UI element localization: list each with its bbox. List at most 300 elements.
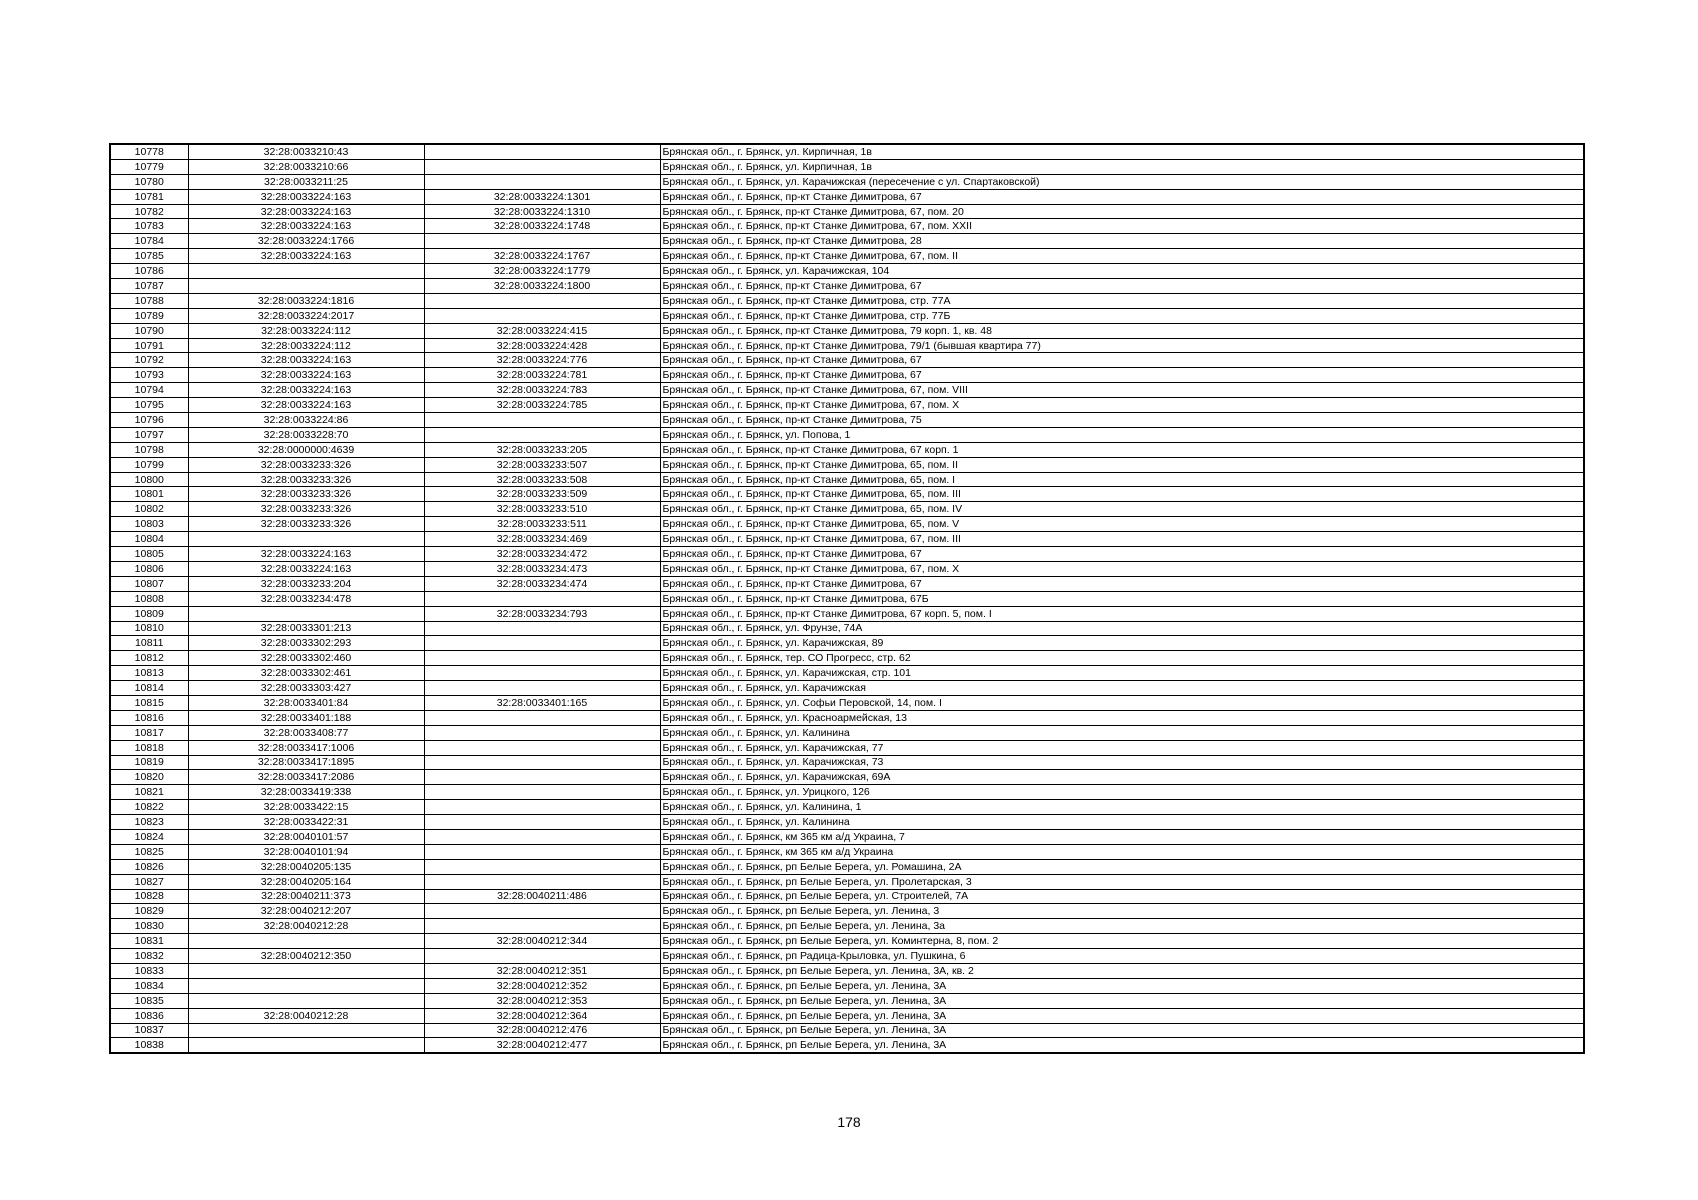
table-row — [110, 978, 1584, 993]
table-row — [110, 800, 1584, 815]
table-row — [110, 844, 1584, 859]
row-number-cell: 10783 — [110, 219, 188, 234]
row-number-cell: 10812 — [110, 651, 188, 666]
row-number-cell: 10819 — [110, 755, 188, 770]
table-row — [110, 815, 1584, 830]
row-number-cell: 10795 — [110, 398, 188, 413]
object-cadastral-number-cell — [424, 740, 660, 755]
address-cell: Брянская обл., г. Брянск, рп Белые Берега, ул. Коминтерна, 8, пом. 2 — [660, 934, 1584, 949]
address-cell: Брянская обл., г. Брянск, рп Белые Берега, ул. Ленина, 3А — [660, 1023, 1584, 1038]
row-number-cell: 10837 — [110, 1023, 188, 1038]
address-cell: Брянская обл., г. Брянск, ул. Попова, 1 — [660, 427, 1584, 442]
address-cell: Брянская обл., г. Брянск, рп Белые Берега, ул. Ленина, 3А — [660, 1038, 1584, 1053]
land-cadastral-number-cell: 32:28:0033233:326 — [188, 457, 424, 472]
land-cadastral-number-cell: 32:28:0033233:326 — [188, 487, 424, 502]
land-cadastral-number-cell: 32:28:0033224:163 — [188, 561, 424, 576]
row-number-cell: 10806 — [110, 561, 188, 576]
table-row — [110, 353, 1584, 368]
table-row — [110, 695, 1584, 710]
table-row — [110, 576, 1584, 591]
table-row — [110, 1023, 1584, 1038]
table-row — [110, 710, 1584, 725]
table-row — [110, 755, 1584, 770]
table-row — [110, 949, 1584, 964]
table-row — [110, 591, 1584, 606]
registry-table-body — [110, 144, 1584, 1053]
object-cadastral-number-cell — [424, 308, 660, 323]
object-cadastral-number-cell: 32:28:0033224:781 — [424, 368, 660, 383]
address-cell: Брянская обл., г. Брянск, ул. Урицкого, 126 — [660, 785, 1584, 800]
row-number-cell: 10801 — [110, 487, 188, 502]
land-cadastral-number-cell: 32:28:0033419:338 — [188, 785, 424, 800]
table-row — [110, 487, 1584, 502]
object-cadastral-number-cell: 32:28:0033224:1301 — [424, 189, 660, 204]
land-cadastral-number-cell: 32:28:0040101:94 — [188, 844, 424, 859]
address-cell: Брянская обл., г. Брянск, ул. Карачижская — [660, 681, 1584, 696]
table-row — [110, 1008, 1584, 1023]
table-row — [110, 383, 1584, 398]
object-cadastral-number-cell — [424, 770, 660, 785]
object-cadastral-number-cell: 32:28:0033234:472 — [424, 547, 660, 562]
address-cell: Брянская обл., г. Брянск, ул. Кирпичная, 1в — [660, 159, 1584, 174]
address-cell: Брянская обл., г. Брянск, пр-кт Станке Димитрова, 79/1 (бывшая квартира 77) — [660, 338, 1584, 353]
address-cell: Брянская обл., г. Брянск, ул. Карачижская, 73 — [660, 755, 1584, 770]
table-row — [110, 606, 1584, 621]
address-cell: Брянская обл., г. Брянск, ул. Калинина — [660, 725, 1584, 740]
table-row — [110, 621, 1584, 636]
table-row — [110, 264, 1584, 279]
land-cadastral-number-cell: 32:28:0033417:1895 — [188, 755, 424, 770]
address-cell: Брянская обл., г. Брянск, пр-кт Станке Димитрова, 65, пом. III — [660, 487, 1584, 502]
row-number-cell: 10813 — [110, 666, 188, 681]
table-row — [110, 547, 1584, 562]
object-cadastral-number-cell — [424, 859, 660, 874]
table-row — [110, 904, 1584, 919]
land-cadastral-number-cell: 32:28:0033224:86 — [188, 413, 424, 428]
address-cell: Брянская обл., г. Брянск, км 365 км а/д Украина — [660, 844, 1584, 859]
table-row — [110, 666, 1584, 681]
land-cadastral-number-cell: 32:28:0033224:112 — [188, 323, 424, 338]
object-cadastral-number-cell: 32:28:0033234:469 — [424, 532, 660, 547]
land-cadastral-number-cell: 32:28:0000000:4639 — [188, 442, 424, 457]
address-cell: Брянская обл., г. Брянск, пр-кт Станке Димитрова, 67 — [660, 189, 1584, 204]
address-cell: Брянская обл., г. Брянск, пр-кт Станке Димитрова, 67, пом. VIII — [660, 383, 1584, 398]
table-row — [110, 219, 1584, 234]
land-cadastral-number-cell: 32:28:0033233:326 — [188, 517, 424, 532]
address-cell: Брянская обл., г. Брянск, пр-кт Станке Димитрова, 67, пом. 20 — [660, 204, 1584, 219]
land-cadastral-number-cell — [188, 279, 424, 294]
address-cell: Брянская обл., г. Брянск, ул. Кирпичная, 1в — [660, 144, 1584, 159]
table-row — [110, 532, 1584, 547]
table-row — [110, 740, 1584, 755]
object-cadastral-number-cell: 32:28:0033233:510 — [424, 502, 660, 517]
table-row — [110, 517, 1584, 532]
table-row — [110, 829, 1584, 844]
object-cadastral-number-cell: 32:28:0033224:1779 — [424, 264, 660, 279]
row-number-cell: 10784 — [110, 234, 188, 249]
page-number: 178 — [837, 1114, 861, 1130]
address-cell: Брянская обл., г. Брянск, ул. Карачижская, стр. 101 — [660, 666, 1584, 681]
address-cell: Брянская обл., г. Брянск, пр-кт Станке Димитрова, 79 корп. 1, кв. 48 — [660, 323, 1584, 338]
row-number-cell: 10815 — [110, 695, 188, 710]
row-number-cell: 10831 — [110, 934, 188, 949]
address-cell: Брянская обл., г. Брянск, рп Белые Берега, ул. Ленина, 3А — [660, 978, 1584, 993]
row-number-cell: 10820 — [110, 770, 188, 785]
land-cadastral-number-cell: 32:28:0040212:28 — [188, 919, 424, 934]
object-cadastral-number-cell — [424, 874, 660, 889]
object-cadastral-number-cell: 32:28:0033234:473 — [424, 561, 660, 576]
object-cadastral-number-cell — [424, 636, 660, 651]
row-number-cell: 10805 — [110, 547, 188, 562]
registry-table — [109, 143, 1585, 1054]
table-row — [110, 323, 1584, 338]
land-cadastral-number-cell: 32:28:0033417:2086 — [188, 770, 424, 785]
row-number-cell: 10788 — [110, 293, 188, 308]
address-cell: Брянская обл., г. Брянск, пр-кт Станке Димитрова, 28 — [660, 234, 1584, 249]
table-row — [110, 919, 1584, 934]
table-row — [110, 442, 1584, 457]
address-cell: Брянская обл., г. Брянск, пр-кт Станке Димитрова, 67Б — [660, 591, 1584, 606]
land-cadastral-number-cell: 32:28:0033302:293 — [188, 636, 424, 651]
row-number-cell: 10796 — [110, 413, 188, 428]
row-number-cell: 10818 — [110, 740, 188, 755]
object-cadastral-number-cell — [424, 829, 660, 844]
object-cadastral-number-cell: 32:28:0033224:428 — [424, 338, 660, 353]
table-row — [110, 398, 1584, 413]
row-number-cell: 10797 — [110, 427, 188, 442]
table-row — [110, 725, 1584, 740]
row-number-cell: 10814 — [110, 681, 188, 696]
land-cadastral-number-cell: 32:28:0033401:188 — [188, 710, 424, 725]
object-cadastral-number-cell: 32:28:0033234:793 — [424, 606, 660, 621]
object-cadastral-number-cell: 32:28:0033224:776 — [424, 353, 660, 368]
table-row — [110, 472, 1584, 487]
land-cadastral-number-cell: 32:28:0033210:43 — [188, 144, 424, 159]
address-cell: Брянская обл., г. Брянск, ул. Фрунзе, 74А — [660, 621, 1584, 636]
land-cadastral-number-cell: 32:28:0033211:25 — [188, 174, 424, 189]
address-cell: Брянская обл., г. Брянск, рп Белые Берега, ул. Ленина, 3а — [660, 919, 1584, 934]
address-cell: Брянская обл., г. Брянск, пр-кт Станке Димитрова, 67, пом. II — [660, 249, 1584, 264]
land-cadastral-number-cell: 32:28:0040212:28 — [188, 1008, 424, 1023]
table-row — [110, 963, 1584, 978]
address-cell: Брянская обл., г. Брянск, ул. Софьи Перовской, 14, пом. I — [660, 695, 1584, 710]
address-cell: Брянская обл., г. Брянск, тер. СО Прогресс, стр. 62 — [660, 651, 1584, 666]
row-number-cell: 10778 — [110, 144, 188, 159]
row-number-cell: 10802 — [110, 502, 188, 517]
row-number-cell: 10829 — [110, 904, 188, 919]
land-cadastral-number-cell — [188, 1023, 424, 1038]
address-cell: Брянская обл., г. Брянск, ул. Калинина — [660, 815, 1584, 830]
row-number-cell: 10794 — [110, 383, 188, 398]
land-cadastral-number-cell: 32:28:0033422:31 — [188, 815, 424, 830]
land-cadastral-number-cell: 32:28:0033210:66 — [188, 159, 424, 174]
object-cadastral-number-cell: 32:28:0033224:785 — [424, 398, 660, 413]
object-cadastral-number-cell — [424, 174, 660, 189]
land-cadastral-number-cell: 32:28:0040211:373 — [188, 889, 424, 904]
object-cadastral-number-cell: 32:28:0033224:1748 — [424, 219, 660, 234]
table-row — [110, 502, 1584, 517]
table-row — [110, 1038, 1584, 1053]
address-cell: Брянская обл., г. Брянск, пр-кт Станке Димитрова, 67 — [660, 279, 1584, 294]
address-cell: Брянская обл., г. Брянск, рп Белые Берега, ул. Строителей, 7А — [660, 889, 1584, 904]
address-cell: Брянская обл., г. Брянск, рп Белые Берега, ул. Ленина, 3А — [660, 1008, 1584, 1023]
address-cell: Брянская обл., г. Брянск, ул. Карачижская, 104 — [660, 264, 1584, 279]
object-cadastral-number-cell — [424, 755, 660, 770]
object-cadastral-number-cell: 32:28:0033224:1767 — [424, 249, 660, 264]
table-row — [110, 993, 1584, 1008]
row-number-cell: 10823 — [110, 815, 188, 830]
address-cell: Брянская обл., г. Брянск, пр-кт Станке Димитрова, 67 — [660, 353, 1584, 368]
row-number-cell: 10827 — [110, 874, 188, 889]
object-cadastral-number-cell: 32:28:0033233:508 — [424, 472, 660, 487]
land-cadastral-number-cell: 32:28:0033302:460 — [188, 651, 424, 666]
land-cadastral-number-cell: 32:28:0033303:427 — [188, 681, 424, 696]
land-cadastral-number-cell: 32:28:0040212:350 — [188, 949, 424, 964]
row-number-cell: 10790 — [110, 323, 188, 338]
land-cadastral-number-cell: 32:28:0040212:207 — [188, 904, 424, 919]
object-cadastral-number-cell — [424, 710, 660, 725]
row-number-cell: 10826 — [110, 859, 188, 874]
address-cell: Брянская обл., г. Брянск, пр-кт Станке Димитрова, 65, пом. II — [660, 457, 1584, 472]
row-number-cell: 10781 — [110, 189, 188, 204]
land-cadastral-number-cell: 32:28:0033233:204 — [188, 576, 424, 591]
address-cell: Брянская обл., г. Брянск, пр-кт Станке Димитрова, стр. 77Б — [660, 308, 1584, 323]
row-number-cell: 10810 — [110, 621, 188, 636]
row-number-cell: 10822 — [110, 800, 188, 815]
table-row — [110, 338, 1584, 353]
table-row — [110, 234, 1584, 249]
row-number-cell: 10838 — [110, 1038, 188, 1053]
row-number-cell: 10807 — [110, 576, 188, 591]
object-cadastral-number-cell — [424, 785, 660, 800]
object-cadastral-number-cell: 32:28:0040212:476 — [424, 1023, 660, 1038]
object-cadastral-number-cell: 32:28:0033224:415 — [424, 323, 660, 338]
table-row — [110, 681, 1584, 696]
object-cadastral-number-cell: 32:28:0040212:352 — [424, 978, 660, 993]
land-cadastral-number-cell: 32:28:0033224:163 — [188, 189, 424, 204]
row-number-cell: 10803 — [110, 517, 188, 532]
land-cadastral-number-cell: 32:28:0033422:15 — [188, 800, 424, 815]
row-number-cell: 10798 — [110, 442, 188, 457]
object-cadastral-number-cell — [424, 413, 660, 428]
address-cell: Брянская обл., г. Брянск, пр-кт Станке Димитрова, 65, пом. V — [660, 517, 1584, 532]
row-number-cell: 10804 — [110, 532, 188, 547]
row-number-cell: 10824 — [110, 829, 188, 844]
table-row — [110, 293, 1584, 308]
land-cadastral-number-cell: 32:28:0040101:57 — [188, 829, 424, 844]
land-cadastral-number-cell — [188, 264, 424, 279]
land-cadastral-number-cell: 32:28:0033233:326 — [188, 502, 424, 517]
address-cell: Брянская обл., г. Брянск, рп Белые Берега, ул. Ленина, 3 — [660, 904, 1584, 919]
object-cadastral-number-cell: 32:28:0033401:165 — [424, 695, 660, 710]
address-cell: Брянская обл., г. Брянск, рп Белые Берега, ул. Пролетарская, 3 — [660, 874, 1584, 889]
address-cell: Брянская обл., г. Брянск, ул. Карачижская (пересечение с ул. Спартаковской) — [660, 174, 1584, 189]
land-cadastral-number-cell: 32:28:0033224:163 — [188, 368, 424, 383]
object-cadastral-number-cell — [424, 621, 660, 636]
land-cadastral-number-cell: 32:28:0033408:77 — [188, 725, 424, 740]
land-cadastral-number-cell: 32:28:0033224:163 — [188, 353, 424, 368]
land-cadastral-number-cell: 32:28:0033224:163 — [188, 398, 424, 413]
address-cell: Брянская обл., г. Брянск, рп Белые Берега, ул. Ромашина, 2А — [660, 859, 1584, 874]
object-cadastral-number-cell: 32:28:0033233:509 — [424, 487, 660, 502]
table-row — [110, 561, 1584, 576]
land-cadastral-number-cell: 32:28:0033233:326 — [188, 472, 424, 487]
land-cadastral-number-cell: 32:28:0033224:163 — [188, 204, 424, 219]
row-number-cell: 10779 — [110, 159, 188, 174]
address-cell: Брянская обл., г. Брянск, рп Белые Берега, ул. Ленина, 3А — [660, 993, 1584, 1008]
object-cadastral-number-cell — [424, 919, 660, 934]
row-number-cell: 10811 — [110, 636, 188, 651]
land-cadastral-number-cell: 32:28:0033417:1006 — [188, 740, 424, 755]
row-number-cell: 10793 — [110, 368, 188, 383]
land-cadastral-number-cell: 32:28:0033401:84 — [188, 695, 424, 710]
table-row — [110, 934, 1584, 949]
address-cell: Брянская обл., г. Брянск, ул. Карачижская, 89 — [660, 636, 1584, 651]
row-number-cell: 10800 — [110, 472, 188, 487]
land-cadastral-number-cell — [188, 963, 424, 978]
table-row — [110, 859, 1584, 874]
table-row — [110, 874, 1584, 889]
table-row — [110, 144, 1584, 159]
object-cadastral-number-cell — [424, 725, 660, 740]
land-cadastral-number-cell: 32:28:0040205:164 — [188, 874, 424, 889]
address-cell: Брянская обл., г. Брянск, пр-кт Станке Димитрова, 67 корп. 5, пом. I — [660, 606, 1584, 621]
object-cadastral-number-cell: 32:28:0040211:486 — [424, 889, 660, 904]
table-row — [110, 174, 1584, 189]
object-cadastral-number-cell — [424, 234, 660, 249]
object-cadastral-number-cell — [424, 666, 660, 681]
object-cadastral-number-cell — [424, 904, 660, 919]
land-cadastral-number-cell: 32:28:0033301:213 — [188, 621, 424, 636]
row-number-cell: 10808 — [110, 591, 188, 606]
table-row — [110, 159, 1584, 174]
table-row — [110, 308, 1584, 323]
land-cadastral-number-cell: 32:28:0033234:478 — [188, 591, 424, 606]
land-cadastral-number-cell: 32:28:0033224:163 — [188, 219, 424, 234]
address-cell: Брянская обл., г. Брянск, пр-кт Станке Димитрова, 67 — [660, 576, 1584, 591]
row-number-cell: 10792 — [110, 353, 188, 368]
object-cadastral-number-cell: 32:28:0040212:344 — [424, 934, 660, 949]
row-number-cell: 10789 — [110, 308, 188, 323]
land-cadastral-number-cell — [188, 993, 424, 1008]
object-cadastral-number-cell: 32:28:0033233:507 — [424, 457, 660, 472]
row-number-cell: 10836 — [110, 1008, 188, 1023]
object-cadastral-number-cell — [424, 681, 660, 696]
object-cadastral-number-cell: 32:28:0033233:205 — [424, 442, 660, 457]
table-row — [110, 651, 1584, 666]
address-cell: Брянская обл., г. Брянск, пр-кт Станке Димитрова, 65, пом. I — [660, 472, 1584, 487]
row-number-cell: 10834 — [110, 978, 188, 993]
table-row — [110, 785, 1584, 800]
row-number-cell: 10830 — [110, 919, 188, 934]
land-cadastral-number-cell — [188, 1038, 424, 1053]
table-row — [110, 636, 1584, 651]
object-cadastral-number-cell: 32:28:0040212:353 — [424, 993, 660, 1008]
land-cadastral-number-cell: 32:28:0033302:461 — [188, 666, 424, 681]
object-cadastral-number-cell: 32:28:0033224:1800 — [424, 279, 660, 294]
address-cell: Брянская обл., г. Брянск, км 365 км а/д Украина, 7 — [660, 829, 1584, 844]
object-cadastral-number-cell — [424, 293, 660, 308]
land-cadastral-number-cell — [188, 532, 424, 547]
address-cell: Брянская обл., г. Брянск, пр-кт Станке Димитрова, 75 — [660, 413, 1584, 428]
object-cadastral-number-cell: 32:28:0040212:364 — [424, 1008, 660, 1023]
object-cadastral-number-cell — [424, 591, 660, 606]
row-number-cell: 10828 — [110, 889, 188, 904]
address-cell: Брянская обл., г. Брянск, ул. Калинина, 1 — [660, 800, 1584, 815]
table-row — [110, 279, 1584, 294]
object-cadastral-number-cell — [424, 144, 660, 159]
row-number-cell: 10786 — [110, 264, 188, 279]
table-row — [110, 413, 1584, 428]
object-cadastral-number-cell: 32:28:0040212:351 — [424, 963, 660, 978]
address-cell: Брянская обл., г. Брянск, пр-кт Станке Димитрова, 67 — [660, 547, 1584, 562]
object-cadastral-number-cell — [424, 844, 660, 859]
object-cadastral-number-cell — [424, 427, 660, 442]
object-cadastral-number-cell: 32:28:0033233:511 — [424, 517, 660, 532]
object-cadastral-number-cell: 32:28:0033224:783 — [424, 383, 660, 398]
land-cadastral-number-cell: 32:28:0033224:163 — [188, 249, 424, 264]
land-cadastral-number-cell — [188, 934, 424, 949]
object-cadastral-number-cell: 32:28:0040212:477 — [424, 1038, 660, 1053]
row-number-cell: 10825 — [110, 844, 188, 859]
row-number-cell: 10782 — [110, 204, 188, 219]
table-row — [110, 457, 1584, 472]
row-number-cell: 10791 — [110, 338, 188, 353]
land-cadastral-number-cell: 32:28:0040205:135 — [188, 859, 424, 874]
land-cadastral-number-cell: 32:28:0033224:1766 — [188, 234, 424, 249]
table-row — [110, 770, 1584, 785]
object-cadastral-number-cell — [424, 651, 660, 666]
row-number-cell: 10780 — [110, 174, 188, 189]
address-cell: Брянская обл., г. Брянск, пр-кт Станке Димитрова, 67 — [660, 368, 1584, 383]
table-row — [110, 249, 1584, 264]
address-cell: Брянская обл., г. Брянск, рп Белые Берега, ул. Ленина, 3А, кв. 2 — [660, 963, 1584, 978]
land-cadastral-number-cell: 32:28:0033224:2017 — [188, 308, 424, 323]
address-cell: Брянская обл., г. Брянск, пр-кт Станке Димитрова, 67, пом. X — [660, 561, 1584, 576]
row-number-cell: 10809 — [110, 606, 188, 621]
table-row — [110, 427, 1584, 442]
address-cell: Брянская обл., г. Брянск, пр-кт Станке Димитрова, 65, пом. IV — [660, 502, 1584, 517]
address-cell: Брянская обл., г. Брянск, ул. Карачижская, 77 — [660, 740, 1584, 755]
address-cell: Брянская обл., г. Брянск, пр-кт Станке Димитрова, 67, пом. XXII — [660, 219, 1584, 234]
land-cadastral-number-cell — [188, 606, 424, 621]
row-number-cell: 10785 — [110, 249, 188, 264]
row-number-cell: 10833 — [110, 963, 188, 978]
object-cadastral-number-cell: 32:28:0033224:1310 — [424, 204, 660, 219]
land-cadastral-number-cell: 32:28:0033224:112 — [188, 338, 424, 353]
object-cadastral-number-cell — [424, 159, 660, 174]
land-cadastral-number-cell — [188, 978, 424, 993]
land-cadastral-number-cell: 32:28:0033228:70 — [188, 427, 424, 442]
row-number-cell: 10835 — [110, 993, 188, 1008]
row-number-cell: 10787 — [110, 279, 188, 294]
address-cell: Брянская обл., г. Брянск, ул. Карачижская, 69А — [660, 770, 1584, 785]
address-cell: Брянская обл., г. Брянск, пр-кт Станке Димитрова, стр. 77А — [660, 293, 1584, 308]
address-cell: Брянская обл., г. Брянск, пр-кт Станке Димитрова, 67, пом. X — [660, 398, 1584, 413]
object-cadastral-number-cell: 32:28:0033234:474 — [424, 576, 660, 591]
land-cadastral-number-cell: 32:28:0033224:163 — [188, 547, 424, 562]
row-number-cell: 10816 — [110, 710, 188, 725]
land-cadastral-number-cell: 32:28:0033224:163 — [188, 383, 424, 398]
row-number-cell: 10832 — [110, 949, 188, 964]
object-cadastral-number-cell — [424, 800, 660, 815]
table-row — [110, 189, 1584, 204]
table-row — [110, 204, 1584, 219]
row-number-cell: 10817 — [110, 725, 188, 740]
address-cell: Брянская обл., г. Брянск, ул. Красноармейская, 13 — [660, 710, 1584, 725]
address-cell: Брянская обл., г. Брянск, пр-кт Станке Димитрова, 67, пом. III — [660, 532, 1584, 547]
address-cell: Брянская обл., г. Брянск, пр-кт Станке Димитрова, 67 корп. 1 — [660, 442, 1584, 457]
